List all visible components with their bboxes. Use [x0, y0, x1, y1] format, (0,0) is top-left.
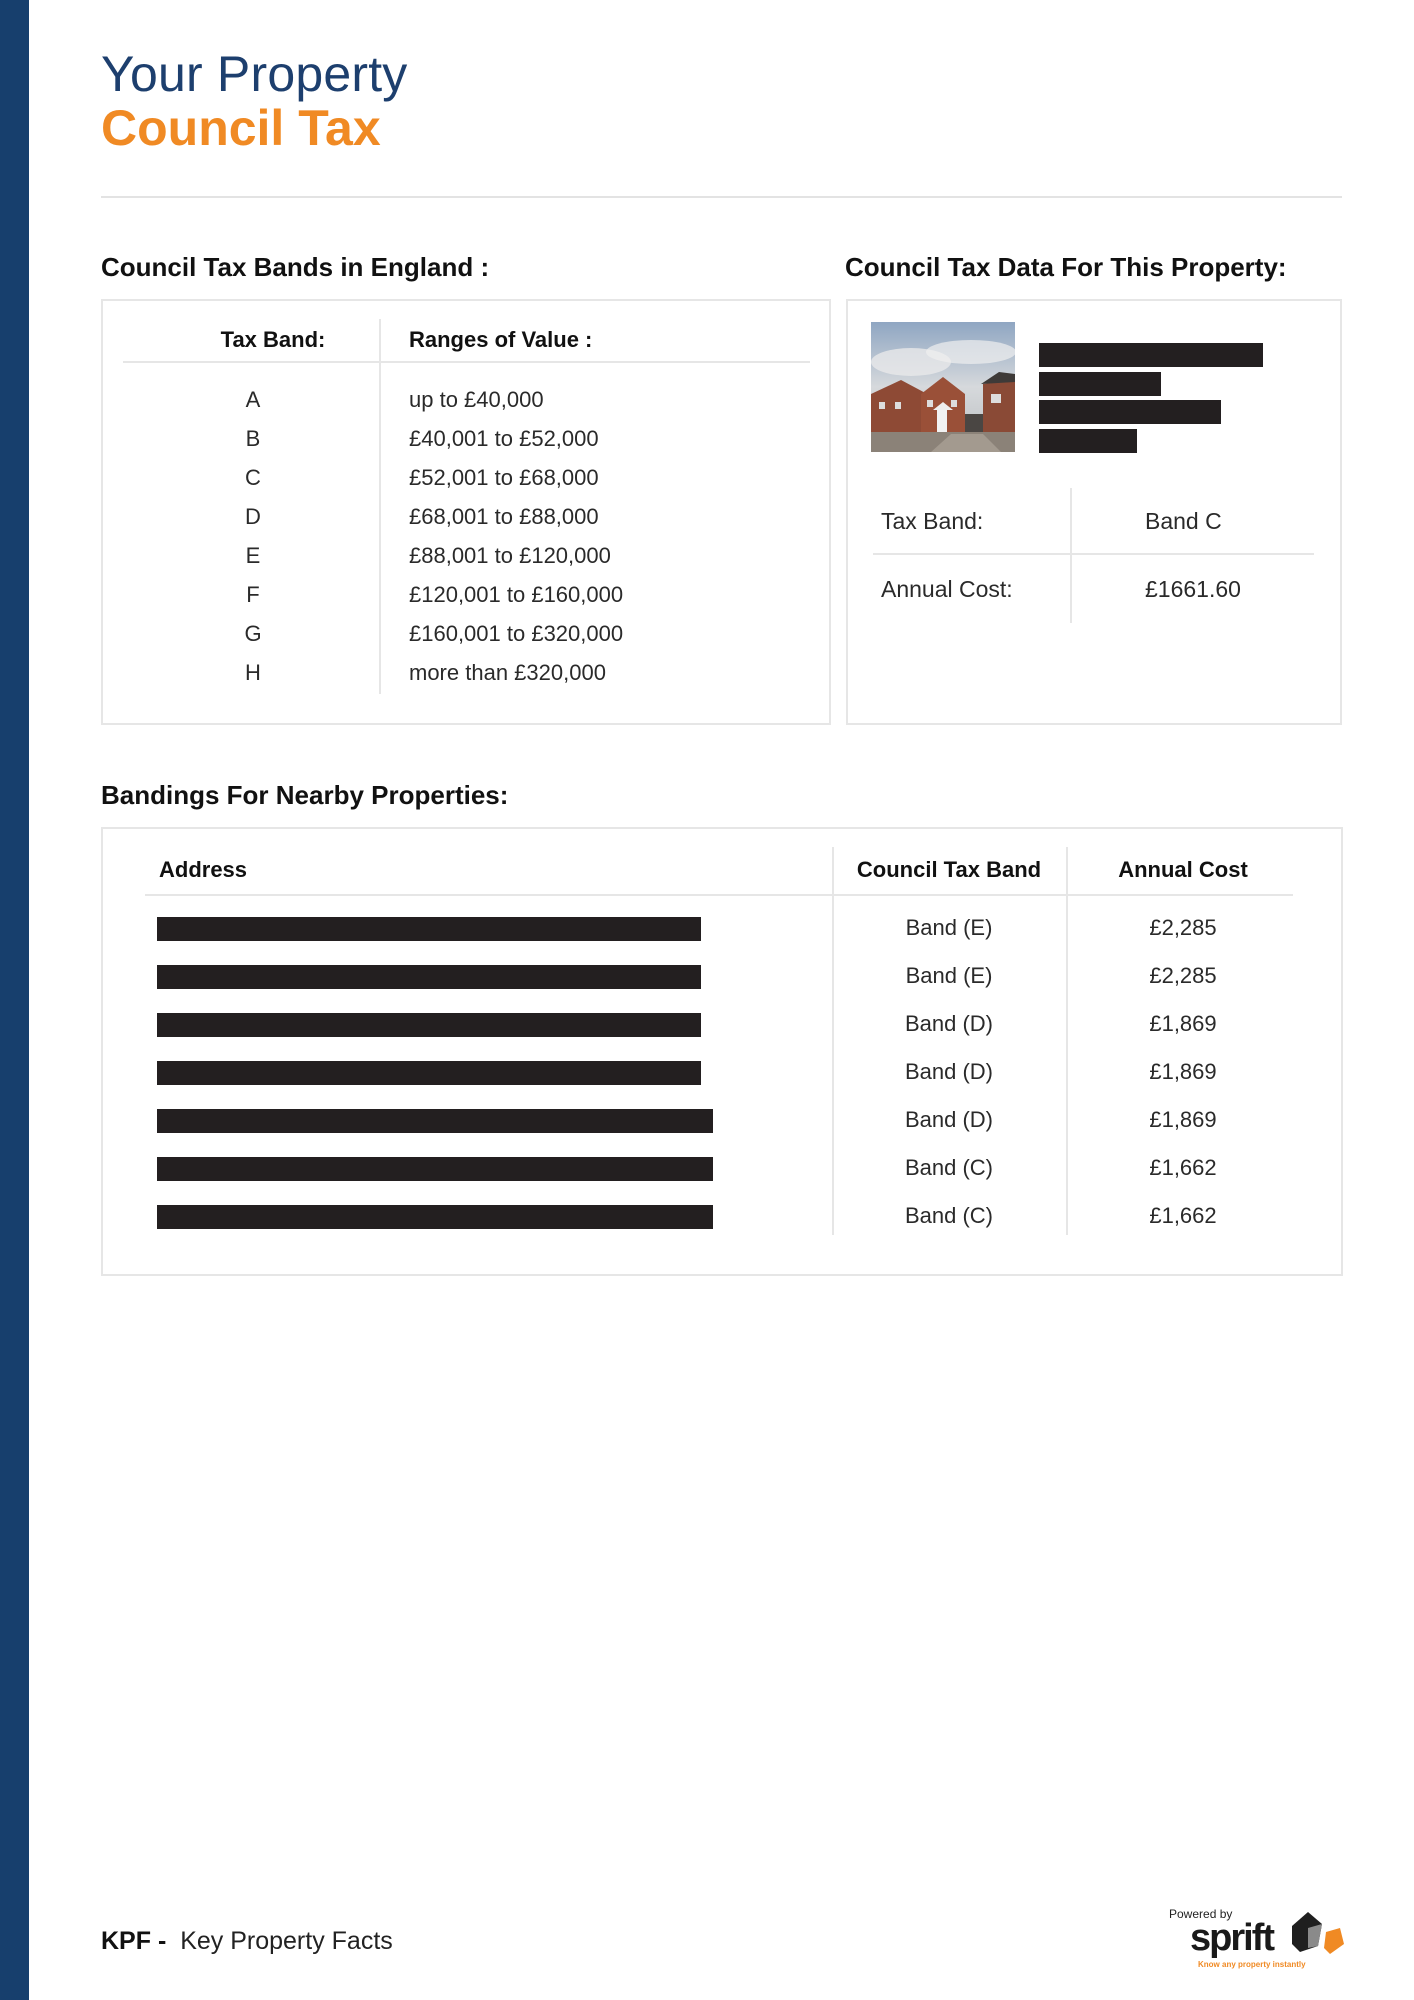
property-heading: Council Tax Data For This Property: — [845, 252, 1287, 282]
redacted-address-line-2 — [1039, 372, 1161, 396]
row-band: Band (D) — [904, 1107, 994, 1132]
sprift-logo — [1160, 1900, 1350, 1980]
band-range: £52,001 to £68,000 — [409, 465, 599, 490]
row-band: Band (D) — [904, 1059, 994, 1084]
row-cost: £1,869 — [1149, 1011, 1217, 1036]
band-range: more than £320,000 — [409, 660, 606, 685]
powered-by-label: Powered by — [1169, 1907, 1233, 1921]
row-cost: £1,869 — [1149, 1059, 1217, 1084]
redacted-address — [157, 1109, 713, 1133]
footer-kpf-label: KPF - — [101, 1927, 167, 1955]
band-letter: C — [245, 465, 261, 490]
band-range: £88,001 to £120,000 — [409, 543, 611, 568]
redacted-address-line-3 — [1039, 400, 1221, 424]
band-letter: G — [244, 621, 262, 646]
house-logo-icon — [1288, 1910, 1346, 1962]
row-cost: £1,662 — [1149, 1203, 1217, 1228]
redacted-address — [157, 917, 701, 941]
footer-kpf — [101, 1925, 393, 1957]
nearby-col-band-header: Council Tax Band — [856, 857, 1042, 882]
row-cost: £1,869 — [1149, 1107, 1217, 1132]
tax-band-value: Band C — [1145, 508, 1222, 534]
row-band: Band (E) — [905, 963, 993, 988]
property-col-divider — [1070, 488, 1072, 623]
bands-heading: Council Tax Bands in England : — [101, 252, 490, 282]
band-range: £40,001 to £52,000 — [409, 426, 599, 451]
nearby-header-line — [145, 894, 1293, 896]
left-sidebar-stripe — [0, 0, 29, 2000]
bands-col-divider — [379, 319, 381, 694]
page-title-line1: Your Property — [101, 46, 408, 102]
brand-name: sprift — [1190, 1917, 1273, 1959]
annual-cost-label: Annual Cost: — [881, 576, 1013, 602]
redacted-address — [157, 965, 701, 989]
band-letter: F — [246, 582, 260, 607]
brand-tagline: Know any property instantly — [1198, 1960, 1306, 1969]
row-cost: £2,285 — [1149, 915, 1217, 940]
row-band: Band (C) — [904, 1203, 994, 1228]
band-range: £120,001 to £160,000 — [409, 582, 624, 607]
redacted-address-line-1 — [1039, 343, 1263, 367]
redacted-address — [157, 1013, 701, 1037]
header-divider — [101, 196, 1342, 198]
band-range: £68,001 to £88,000 — [409, 504, 599, 529]
house-photo-icon — [871, 322, 1015, 452]
nearby-heading: Bandings For Nearby Properties: — [101, 780, 509, 810]
property-row-divider — [873, 553, 1314, 555]
row-band: Band (D) — [904, 1011, 994, 1036]
nearby-col-address-header: Address — [159, 857, 248, 882]
bands-col-band-header: Tax Band: — [220, 327, 326, 352]
footer-kpf-text: Key Property Facts — [180, 1927, 393, 1955]
tax-band-label: Tax Band: — [881, 508, 984, 534]
row-cost: £1,662 — [1149, 1155, 1217, 1180]
page-title-line2: Council Tax — [101, 100, 381, 156]
band-letter: A — [245, 387, 261, 412]
band-letter: H — [245, 660, 261, 685]
redacted-address — [157, 1205, 713, 1229]
property-data-box — [846, 299, 1342, 725]
redacted-address-line-4 — [1039, 429, 1137, 453]
annual-cost-value: £1661.60 — [1145, 576, 1241, 602]
band-range: up to £40,000 — [409, 387, 544, 412]
band-letter: B — [245, 426, 261, 451]
band-letter: E — [245, 543, 261, 568]
nearby-col-cost-header: Annual Cost — [1118, 857, 1248, 882]
row-band: Band (E) — [905, 915, 993, 940]
bands-table-box — [101, 299, 831, 725]
bands-header-line — [123, 361, 810, 363]
band-range: £160,001 to £320,000 — [409, 621, 624, 646]
band-letter: D — [245, 504, 261, 529]
row-cost: £2,285 — [1149, 963, 1217, 988]
bands-col-range-header: Ranges of Value : — [409, 327, 593, 352]
nearby-table-box — [101, 827, 1343, 1276]
row-band: Band (C) — [904, 1155, 994, 1180]
redacted-address — [157, 1157, 713, 1181]
property-photo — [871, 322, 1015, 452]
redacted-address — [157, 1061, 701, 1085]
